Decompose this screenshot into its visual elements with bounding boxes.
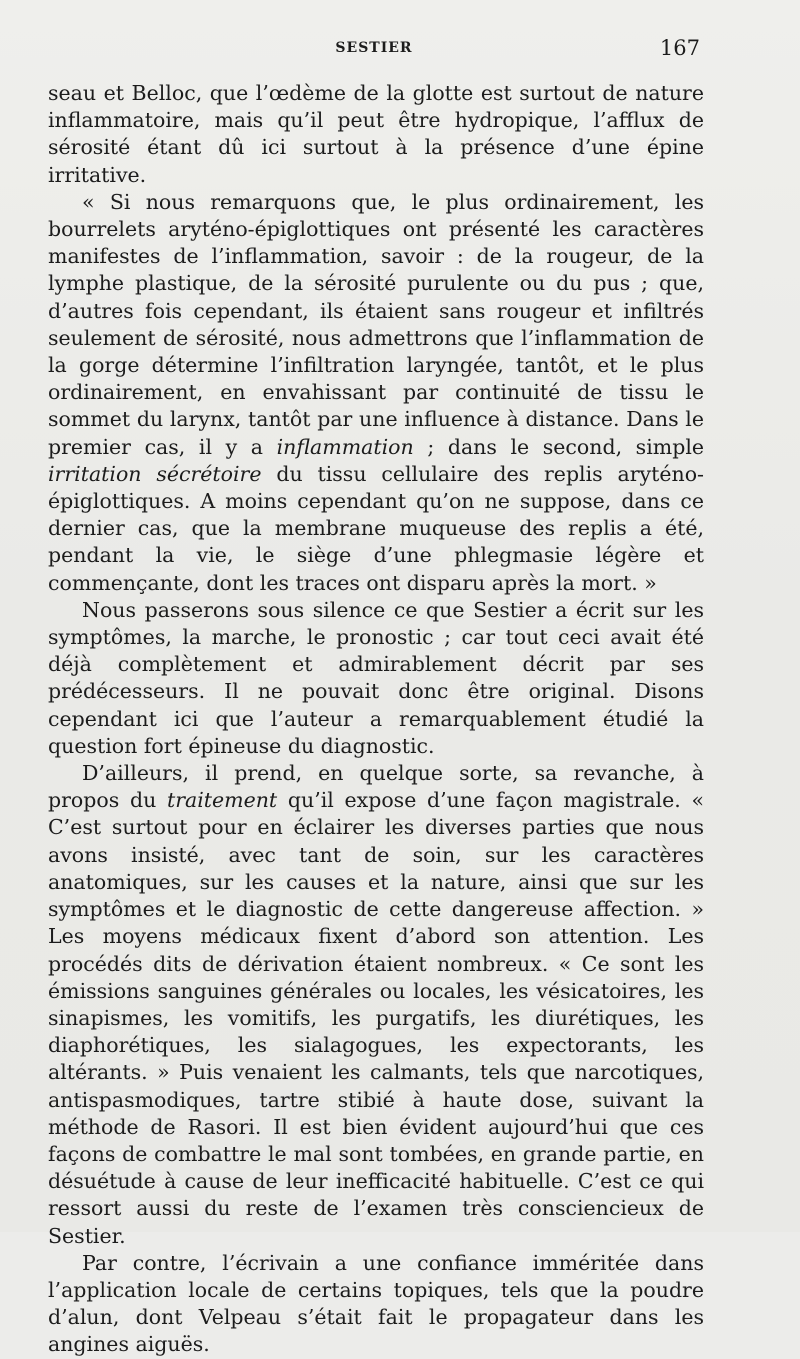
text-run: qu’il expose d’une façon magistrale. « C’est surtout pour en éclairer les diverses parties que nous avons insisté, avec tant de soin, sur les caractères anatomiques, sur les causes et la nature, ainsi que sur les symptômes et le diagnostic de cette dangereuse affection. » Les moyens médicaux fixent d’abord son attention. Les procédés dits de dérivation étaient nombreux. « Ce sont les émissions sanguines générales ou locales, les vésicatoires, les sinapismes, les vomitifs, les purgatifs, les diurétiques, les diaphorétiques, les sialagogues, les expectorants, les altérants. » Puis venaient les calmants, tels que narcotiques, antispasmodiques, tartre stibié à haute dose, suivant la méthode de Rasori. Il est bien évident aujourd’hui que ces façons de combattre le mal sont tombées, en grande partie, en désuétude à cause de leur inefficacité habituelle. C’est ce qui ressort aussi du reste de l’examen très consciencieux de Sestier. bbox=[48, 788, 704, 1248]
text-run: Par contre, l’écrivain a une confiance imméritée dans l’application locale de certains topiques, tels que la poudre d’alun, dont Velpeau s’était fait le propagateur dans les angines aiguës. bbox=[48, 1250, 704, 1357]
page-header bbox=[48, 36, 700, 66]
paragraph bbox=[48, 597, 704, 760]
paragraph bbox=[48, 189, 704, 597]
text-run: « Si nous remarquons que, le plus ordinairement, les bourrelets aryténo-épiglottiques ont présenté les caractères manifestes de l’inflammation, savoir : de la rougeur, de la lymphe plastique, de la sérosité purulente ou du pus ; que, d’autres fois cependant, ils étaient sans rougeur et infiltrés seulement de sérosité, nous admettrons que l’inflammation de la gorge détermine l’infiltration laryngée, tantôt, et le plus ordinairement, en envahissant par continuité de tissu le sommet du larynx, tantôt par une influence à distance. Dans le premier cas, il y a bbox=[48, 189, 704, 459]
text-run: seau et Belloc, que l’œdème de la glotte est surtout de nature inflammatoire, mais qu’il peut être hydropique, l’afflux de sérosité étant dû ici surtout à la présence d’une épine irritative. bbox=[48, 81, 704, 187]
italic-term: irritation sécrétoire bbox=[48, 461, 262, 486]
body-text bbox=[48, 80, 704, 1359]
text-run: du tissu cellulaire des replis aryténo-épiglottiques. A moins cependant qu’on ne suppose, dans ce dernier cas, que la membrane muqueuse des replis a été, pendant la vie, le siège d’une phlegmasie légère et commençante, dont les traces ont disparu après la mort. » bbox=[48, 461, 704, 595]
paragraph bbox=[48, 760, 704, 1250]
paragraph bbox=[48, 1250, 704, 1359]
page-number: 167 bbox=[659, 36, 700, 60]
text-run: Nous passerons sous silence ce que Sestier a écrit sur les symptômes, la marche, le pronostic ; car tout ceci avait été déjà complètement et admirablement décrit par ses prédécesseurs. Il ne pouvait donc être original. Disons cependant ici que l’auteur a remarquablement étudié la question fort épineuse du diagnostic. bbox=[48, 597, 704, 758]
paragraph bbox=[48, 80, 704, 189]
text-run: ; dans le second, simple bbox=[413, 434, 705, 459]
running-head: SESTIER bbox=[335, 40, 413, 56]
text-run: D’ailleurs, il prend, en quelque sorte, sa revanche, à propos du bbox=[48, 761, 704, 813]
italic-term: traitement bbox=[166, 788, 278, 813]
italic-term: inflammation bbox=[276, 434, 414, 459]
